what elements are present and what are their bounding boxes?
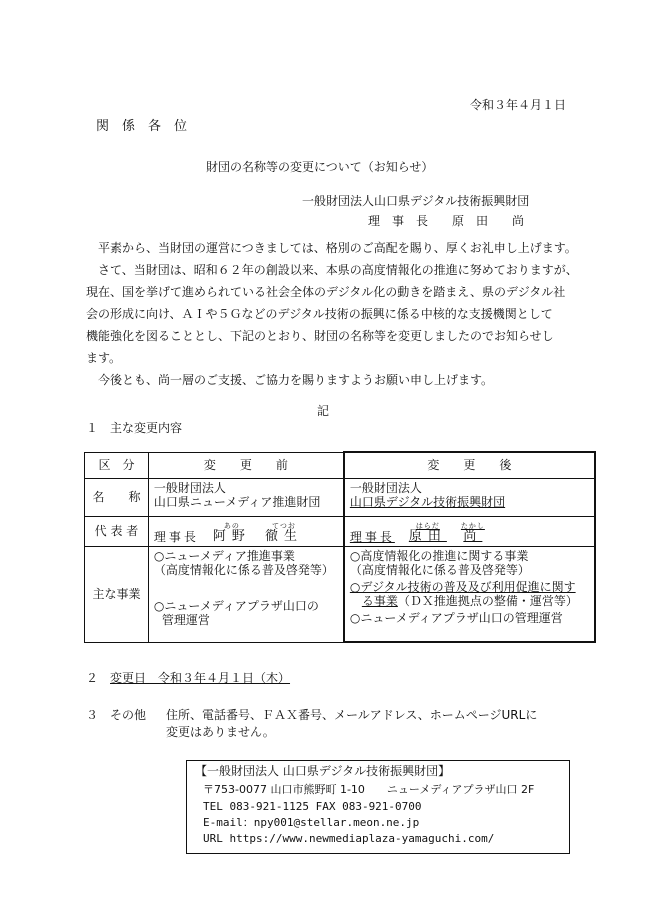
business-before-line-3: ○ニューメディアプラザ山口の xyxy=(153,598,319,613)
rep-after-role: 理事長 xyxy=(349,529,395,544)
header-before: 変 更 前 xyxy=(148,452,343,478)
contact-url: URL https://www.newmediaplaza-yamaguchi.com/ xyxy=(203,832,495,845)
body-para-2: さて、当財団は、昭和６２年の創設以来、本県の高度情報化の推進に努めておりますが、 xyxy=(98,263,578,277)
section-2-label: ２ xyxy=(86,671,99,685)
rep-before-surname-text: 阿野 xyxy=(212,528,251,544)
ki-marker: 記 xyxy=(317,404,330,418)
sender-org: 一般財団法人山口県デジタル技術振興財団 xyxy=(302,194,530,208)
row-label-name: 名 称 xyxy=(85,478,149,516)
name-before-line-2: 山口県ニューメディア推進財団 xyxy=(153,494,321,509)
business-before xyxy=(148,546,343,642)
business-after-line-5: （ＤＸ推進拠点の整備・運営等） xyxy=(397,593,578,608)
rep-after-given-ruby: たかし xyxy=(460,521,485,530)
rep-before-role: 理事長 xyxy=(153,529,199,544)
addressee: 関 係 各 位 xyxy=(96,119,188,134)
rep-before-given xyxy=(265,522,303,544)
body-para-1: 平素から、当財団の運営につきましては、格別のご高配を賜り、厚くお礼申し上げます。 xyxy=(98,241,577,255)
name-before-line-1: 一般財団法人 xyxy=(153,480,226,495)
contact-email: E-mail：npy001@stellar.meon.ne.jp xyxy=(203,816,420,829)
business-before-line-1: ○ニューメディア推進事業 xyxy=(153,548,295,563)
sender-rep: 理 事 長 原 田 尚 xyxy=(368,214,525,228)
body-line-3: 現在、国を挙げて進められている社会全体のデジタル化の動きを踏まえ、県のデジタル社 xyxy=(86,285,566,299)
rep-after-given-text: 尚 xyxy=(463,528,483,544)
contact-tel: TEL 083-921-1125 FAX 083-921-0700 xyxy=(203,800,422,813)
business-before-line-4: 管理運営 xyxy=(161,612,210,627)
rep-after-surname-ruby: はらだ xyxy=(415,521,440,530)
header-after: 変 更 後 xyxy=(344,452,595,478)
name-after xyxy=(344,478,595,516)
business-after-line-4-5 xyxy=(350,594,589,608)
business-after-line-4: る事業 xyxy=(361,593,398,608)
rep-after xyxy=(344,516,595,546)
body-para-3: 今後とも、尚一層のご支援、ご協力を賜りますようお願い申し上げます。 xyxy=(98,373,494,387)
business-after-line-1: ○高度情報化の推進に関する事業 xyxy=(349,548,529,563)
rep-before-surname xyxy=(213,522,251,544)
business-after-line-3: ○デジタル技術の普及及び利用促進に関す xyxy=(349,579,576,594)
section-2-text: 変更日 令和３年４月１日（木） xyxy=(110,671,291,685)
document-title: 財団の名称等の変更について（お知らせ） xyxy=(206,160,434,174)
rep-after-given xyxy=(461,522,485,544)
rep-after-surname xyxy=(409,522,447,544)
rep-after-surname-text: 原田 xyxy=(408,528,447,544)
header-category: 区 分 xyxy=(85,452,149,478)
rep-before-given-text: 徹生 xyxy=(264,528,303,544)
row-label-rep: 代 表 者 xyxy=(85,516,149,546)
contact-box xyxy=(186,760,570,854)
rep-before-surname-ruby: あの xyxy=(223,521,240,530)
document-date: 令和３年４月１日 xyxy=(470,98,567,112)
section-3-label: ３ その他 xyxy=(86,708,147,722)
name-before xyxy=(148,478,343,516)
rep-before-given-ruby: てつお xyxy=(271,521,296,530)
contact-org: 【一般財団法人 山口県デジタル技術振興財団】 xyxy=(195,764,451,778)
name-after-line-2: 山口県デジタル技術振興財団 xyxy=(349,494,506,509)
name-after-line-1: 一般財団法人 xyxy=(349,480,422,495)
rep-before xyxy=(148,516,343,546)
contact-address: 〒753-0077 山口市熊野町 1-10 ニューメディアプラザ山口 2F xyxy=(203,783,535,796)
row-label-business: 主な事業 xyxy=(85,546,149,642)
section-1-heading: １ 主な変更内容 xyxy=(86,421,183,435)
change-table xyxy=(84,451,596,643)
body-line-6: ます。 xyxy=(86,351,122,365)
body-line-4: 会の形成に向け、ＡＩや５Ｇなどのデジタル技術の振興に係る中核的な支援機関として xyxy=(86,307,553,321)
section-3-line-1: 住所、電話番号、ＦＡＸ番号、メールアドレス、ホームページURLに xyxy=(166,708,538,722)
business-after-line-2: （高度情報化に係る普及啓発等） xyxy=(349,562,530,577)
section-3-line-2: 変更はありません。 xyxy=(166,725,275,739)
business-after-line-6: ○ニューメディアプラザ山口の管理運営 xyxy=(349,610,563,625)
business-before-line-2: （高度情報化に係る普及啓発等） xyxy=(153,562,334,577)
body-line-5: 機能強化を図ることとし、下記のとおり、財団の名称等を変更しましたのでお知らせし xyxy=(86,329,554,343)
business-after xyxy=(344,546,595,642)
